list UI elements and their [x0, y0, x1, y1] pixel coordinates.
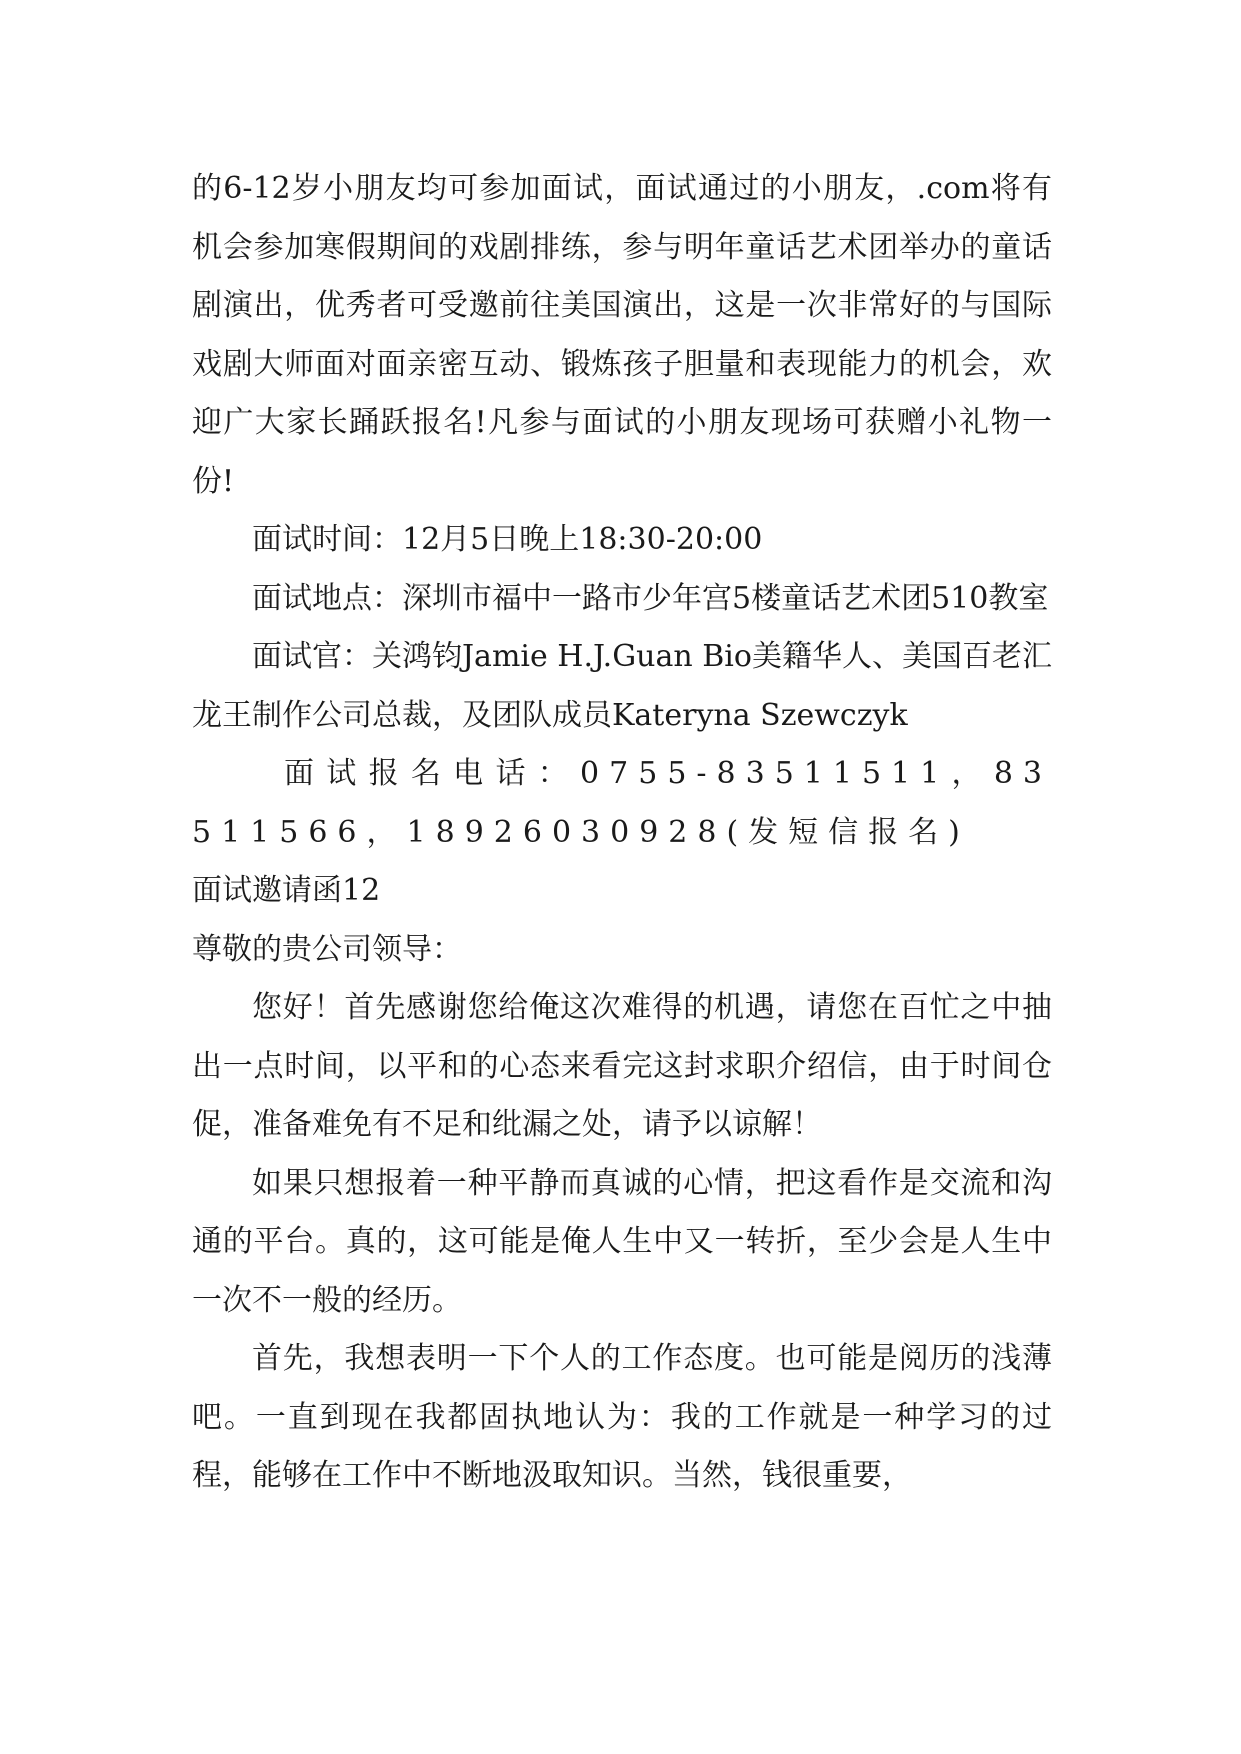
document-body [192, 160, 1052, 1506]
paragraph-interview-location: 面试地点：深圳市福中一路市少年宫5楼童话艺术团510教室 [252, 580, 1049, 616]
paragraph-greeting: 您好！首先感谢您给俺这次难得的机遇，请您在百忙之中抽出一点时间，以平和的心态来看完这封求职介绍信，由于时间仓促，准备难免有不足和纰漏之处，请予以谅解！ [192, 990, 1052, 1142]
paragraph-intro: 的6-12岁小朋友均可参加面试，面试通过的小朋友，.com将有机会参加寒假期间的戏剧排练，参与明年童话艺术团举办的童话剧演出，优秀者可受邀前往美国演出，这是一次非常好的与国际戏剧大师面对面亲密互动、锻炼孩子胆量和表现能力的机会，欢迎广大家长踊跃报名!凡参与面试的小朋友现场可获赠小礼物一份! [192, 171, 1052, 499]
letter-title: 面试邀请函12 [192, 873, 381, 908]
letter-salutation: 尊敬的贵公司领导： [192, 931, 462, 967]
paragraph-registration-phone: 面试报名电话：0755-83511511，83511566，18926030928(发短信报名) [192, 756, 1052, 850]
paragraph-interviewer: 面试官：关鸿钧Jamie H.J.Guan Bio美籍华人、美国百老汇龙王制作公司总裁，及团队成员Kateryna Szewczyk [192, 639, 1052, 733]
paragraph-interview-time: 面试时间：12月5日晚上18:30-20:00 [252, 522, 763, 557]
paragraph-work-attitude: 首先，我想表明一下个人的工作态度。也可能是阅历的浅薄吧。一直到现在我都固执地认为：我的工作就是一种学习的过程，能够在工作中不断地汲取知识。当然，钱很重要， [192, 1341, 1052, 1493]
paragraph-sincere-attitude: 如果只想报着一种平静而真诚的心情，把这看作是交流和沟通的平台。真的，这可能是俺人生中又一转折，至少会是人生中一次不一般的经历。 [192, 1165, 1052, 1318]
